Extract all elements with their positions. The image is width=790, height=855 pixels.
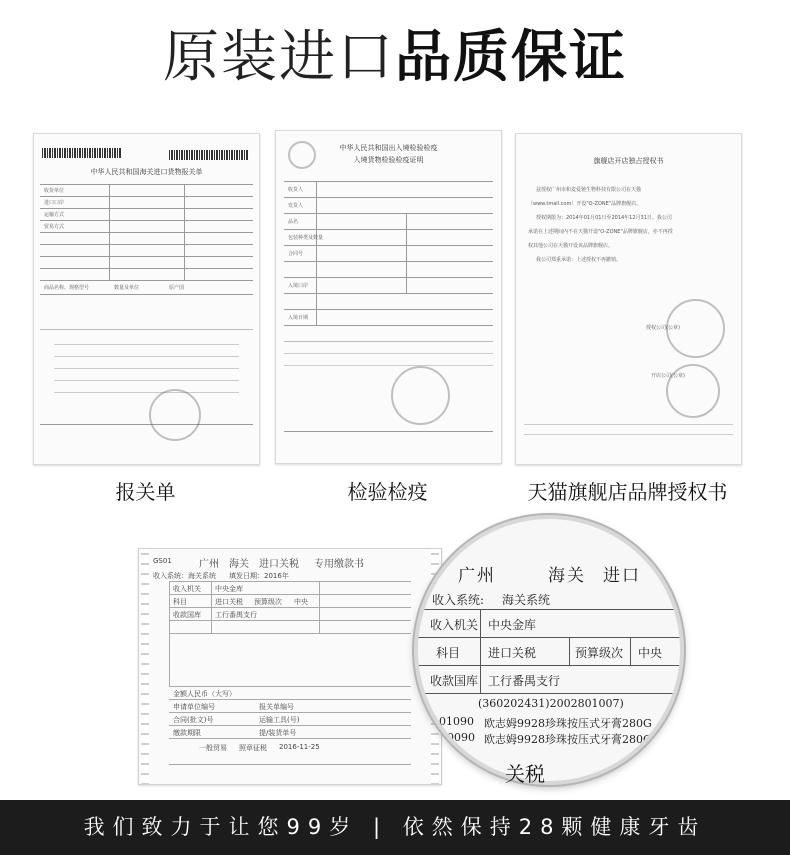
- tax-field: 收入系统：海关系统: [153, 572, 216, 580]
- tax-field: 海关: [229, 559, 249, 570]
- doc-title: 旗舰店开店独占授权书: [593, 157, 664, 165]
- doc-body-line: 我公司郑重承诺：上述授权不再撤销。: [536, 257, 622, 263]
- mag-text: (360202431)2002801007): [478, 697, 624, 710]
- caption-inspection: 检验检疫: [347, 480, 428, 504]
- mag-text: 进口关税: [488, 646, 537, 660]
- mag-text: 中央: [638, 646, 663, 660]
- mag-text: 工行番禺支行: [488, 674, 561, 688]
- mag-text: 欧志姆9928珍珠按压式牙膏280G: [484, 733, 652, 746]
- tax-field: 提/装货单号: [259, 729, 297, 737]
- tax-field: GS01: [153, 557, 172, 565]
- inspection-certificate-image: [275, 130, 502, 464]
- doc-field: 商品名称、规格型号: [44, 285, 90, 291]
- tax-field: 进口关税: [259, 559, 299, 570]
- doc-field: 运输方式: [44, 212, 65, 218]
- caption-customs: 报关单: [115, 480, 176, 504]
- magnifier-lens: [414, 515, 684, 785]
- mag-text: 欧志姆9928珍珠按压式牙膏280G: [484, 717, 652, 730]
- tax-field: 金额人民币（大写）: [173, 690, 236, 698]
- mag-text: 101090: [432, 715, 474, 728]
- tax-field: 申请单位编号: [173, 703, 215, 711]
- mag-text: 收入机关: [430, 618, 479, 632]
- doc-field: 合同号: [288, 251, 304, 257]
- mag-text: 海关系统: [502, 593, 551, 607]
- tax-field: 一般贸易: [199, 744, 227, 752]
- caption-authorization: 天猫旗舰店品牌授权书: [527, 480, 728, 504]
- doc-field: 原产国: [169, 285, 185, 291]
- tax-field: 专用缴款书: [314, 559, 364, 570]
- title-bold: 品质保证: [395, 25, 627, 90]
- mag-text: 中央金库: [488, 618, 537, 632]
- doc-field: 收货单位: [44, 188, 65, 194]
- tax-field: 合同(批文)号: [173, 716, 214, 724]
- seal-stamp: [149, 389, 201, 441]
- tax-field: 收入机关: [173, 585, 201, 593]
- tax-field: 中央: [294, 598, 308, 606]
- barcode-icon: [42, 148, 122, 158]
- seal-stamp: [391, 366, 450, 425]
- tax-field: 填发日期：2016年: [229, 572, 289, 580]
- mag-text: 预算级次: [575, 646, 624, 660]
- doc-body-line: 承诺在上述期间内不在天猫开设"O-ZONE"品牌旗舰店，亦不再授: [528, 229, 673, 235]
- doc-field: 发货人: [288, 203, 304, 209]
- mag-text: 收款国库: [430, 674, 479, 688]
- tax-field: 工行番禺支行: [215, 611, 257, 619]
- mag-text: 科目: [436, 646, 461, 660]
- doc-subtitle: 入境货物检验检疫证明: [353, 156, 424, 164]
- doc-body-line: 兹授权广州市和麦爱驰生物科技有限公司在天猫: [536, 187, 642, 193]
- doc-field: 收货人: [288, 187, 304, 193]
- doc-body-line: 权其他公司在天猫开设该品牌旗舰店。: [528, 243, 614, 249]
- tax-field: 收款国库: [173, 611, 201, 619]
- mag-text: 进口: [603, 566, 641, 586]
- doc-field: 进口口岸: [44, 200, 65, 206]
- tax-field: 科目: [173, 598, 187, 606]
- doc-body-line: 授权期限为：2014年01月01日至2014年12月31日。我公司: [536, 215, 672, 221]
- doc-title: 中华人民共和国海关进口货物报关单: [90, 168, 203, 176]
- mag-text: 海关: [548, 566, 586, 586]
- doc-body-line: （www.tmall.com）开设"O-ZONE"品牌旗舰店。: [528, 201, 642, 207]
- doc-field: 包装种类及数量: [288, 235, 324, 241]
- tax-field: 缴款期限: [173, 729, 201, 737]
- caption-tax: 关税: [505, 762, 545, 786]
- tax-field: 照章征税: [239, 744, 267, 752]
- authorization-letter-image: [515, 133, 742, 465]
- doc-field: 贸易方式: [44, 224, 65, 230]
- tax-field: 报关单编号: [259, 703, 294, 711]
- mag-text: 10090: [440, 731, 475, 744]
- footer-banner: 我们致力于让您99岁 | 依然保持28颗健康牙齿: [0, 800, 790, 855]
- mag-text: 收入系统:: [432, 593, 485, 607]
- doc-field: 数量及单位: [114, 285, 140, 291]
- tax-field: 进口关税: [215, 598, 243, 606]
- tax-field: 中央金库: [215, 585, 243, 593]
- doc-sign: 开店公司(公章): [651, 373, 685, 379]
- title-light: 原装进口: [163, 25, 395, 90]
- tax-payment-form-image: [138, 548, 442, 785]
- doc-field: 入境日期: [288, 315, 309, 321]
- doc-field: 入境口岸: [288, 283, 309, 289]
- tax-field: 广州: [199, 559, 219, 570]
- tax-field: 预算级次: [254, 598, 282, 606]
- customs-declaration-image: [33, 133, 260, 465]
- page-title: [0, 22, 790, 94]
- tax-field: 运输工具(号): [259, 716, 300, 724]
- barcode-icon: [169, 150, 249, 160]
- doc-title: 中华人民共和国出入境检验检疫: [339, 144, 438, 152]
- doc-sign: 授权公司(公章): [646, 325, 680, 331]
- tax-field: 2016-11-25: [279, 743, 320, 751]
- mag-text: 广州: [458, 566, 496, 586]
- doc-field: 品名: [288, 219, 299, 225]
